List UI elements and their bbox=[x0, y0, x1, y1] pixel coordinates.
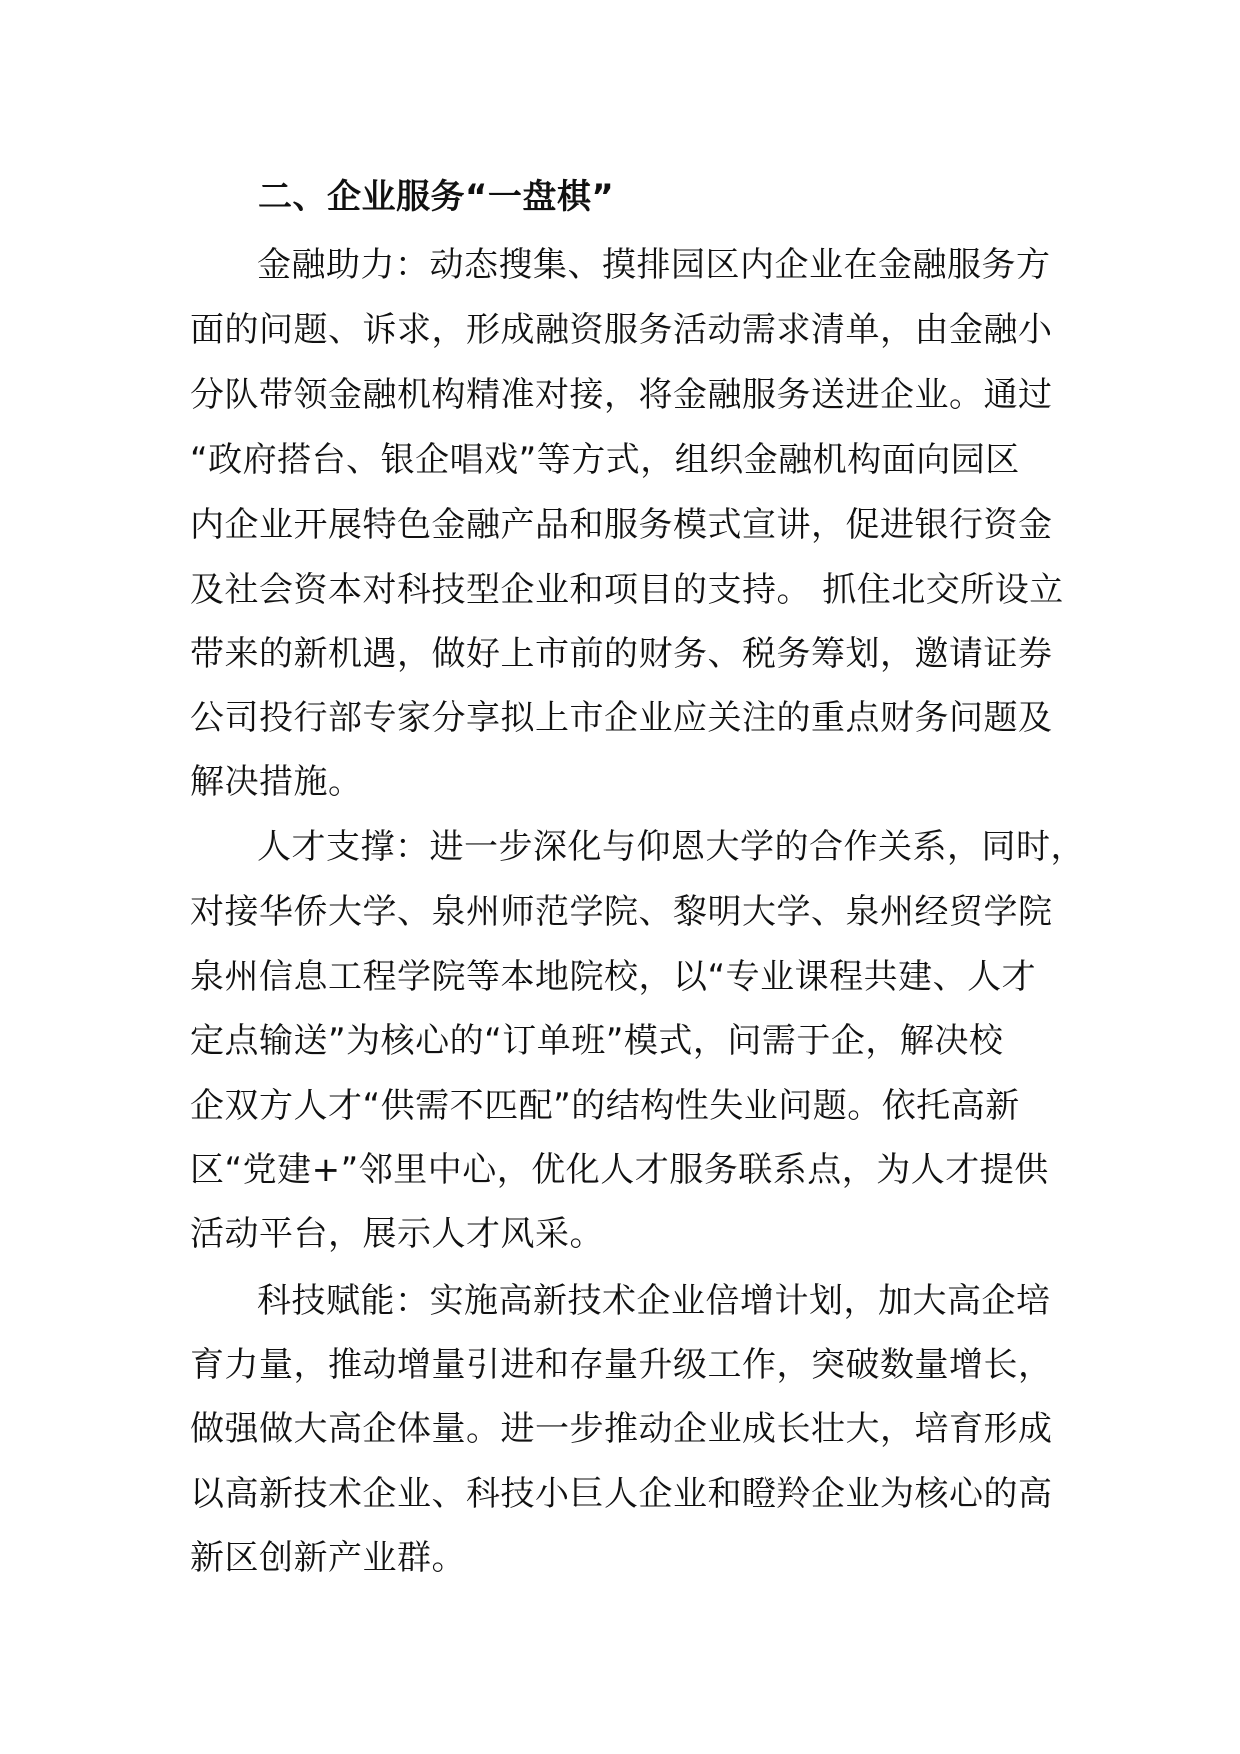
paragraph-tech-line-2: 育力量，推动增量引进和存量升级工作，突破数量增长， bbox=[190, 1345, 1053, 1385]
paragraph-finance-line-9: 解决措施。 bbox=[190, 762, 363, 802]
paragraph-finance-line-4: “政府搭台、银企唱戏”等方式，组织金融机构面向园区 bbox=[190, 440, 1020, 480]
paragraph-finance-line-2: 面的问题、诉求，形成融资服务活动需求清单，由金融小 bbox=[190, 310, 1053, 350]
paragraph-tech-line-4: 以高新技术企业、科技小巨人企业和瞪羚企业为核心的高 bbox=[190, 1474, 1053, 1514]
paragraph-talent-line-2: 对接华侨大学、泉州师范学院、黎明大学、泉州经贸学院 bbox=[190, 892, 1053, 932]
paragraph-talent-line-7: 活动平台，展示人才风采。 bbox=[190, 1214, 604, 1254]
paragraph-talent-line-1: 人才支撑：进一步深化与仰恩大学的合作关系，同时， bbox=[257, 827, 1085, 867]
paragraph-talent-line-3: 泉州信息工程学院等本地院校，以“专业课程共建、人才 bbox=[190, 957, 1037, 997]
paragraph-talent-line-4: 定点输送”为核心的“订单班”模式，问需于企，解决校 bbox=[190, 1021, 1004, 1061]
paragraph-tech-line-1: 科技赋能：实施高新技术企业倍增计划，加大高企培 bbox=[257, 1281, 1051, 1321]
paragraph-talent-line-6: 区“党建+”邻里中心，优化人才服务联系点，为人才提供 bbox=[190, 1150, 1049, 1190]
paragraph-finance-line-1: 金融助力：动态搜集、摸排园区内企业在金融服务方 bbox=[257, 245, 1051, 285]
paragraph-finance-line-3: 分队带领金融机构精准对接，将金融服务送进企业。通过 bbox=[190, 375, 1053, 415]
paragraph-tech-line-3: 做强做大高企体量。进一步推动企业成长壮大，培育形成 bbox=[190, 1409, 1053, 1449]
paragraph-finance-line-6: 及社会资本对科技型企业和项目的支持。 抓住北交所设立 bbox=[190, 570, 1064, 610]
paragraph-tech-line-5: 新区创新产业群。 bbox=[190, 1538, 466, 1578]
paragraph-finance-line-8: 公司投行部专家分享拟上市企业应关注的重点财务问题及 bbox=[190, 698, 1053, 738]
section-heading: 二、企业服务“一盘棋” bbox=[258, 177, 615, 217]
paragraph-finance-line-7: 带来的新机遇，做好上市前的财务、税务筹划，邀请证券 bbox=[190, 634, 1053, 674]
paragraph-finance-line-5: 内企业开展特色金融产品和服务模式宣讲，促进银行资金 bbox=[190, 505, 1053, 545]
paragraph-talent-line-5: 企双方人才“供需不匹配”的结构性失业问题。依托高新 bbox=[190, 1086, 1020, 1126]
